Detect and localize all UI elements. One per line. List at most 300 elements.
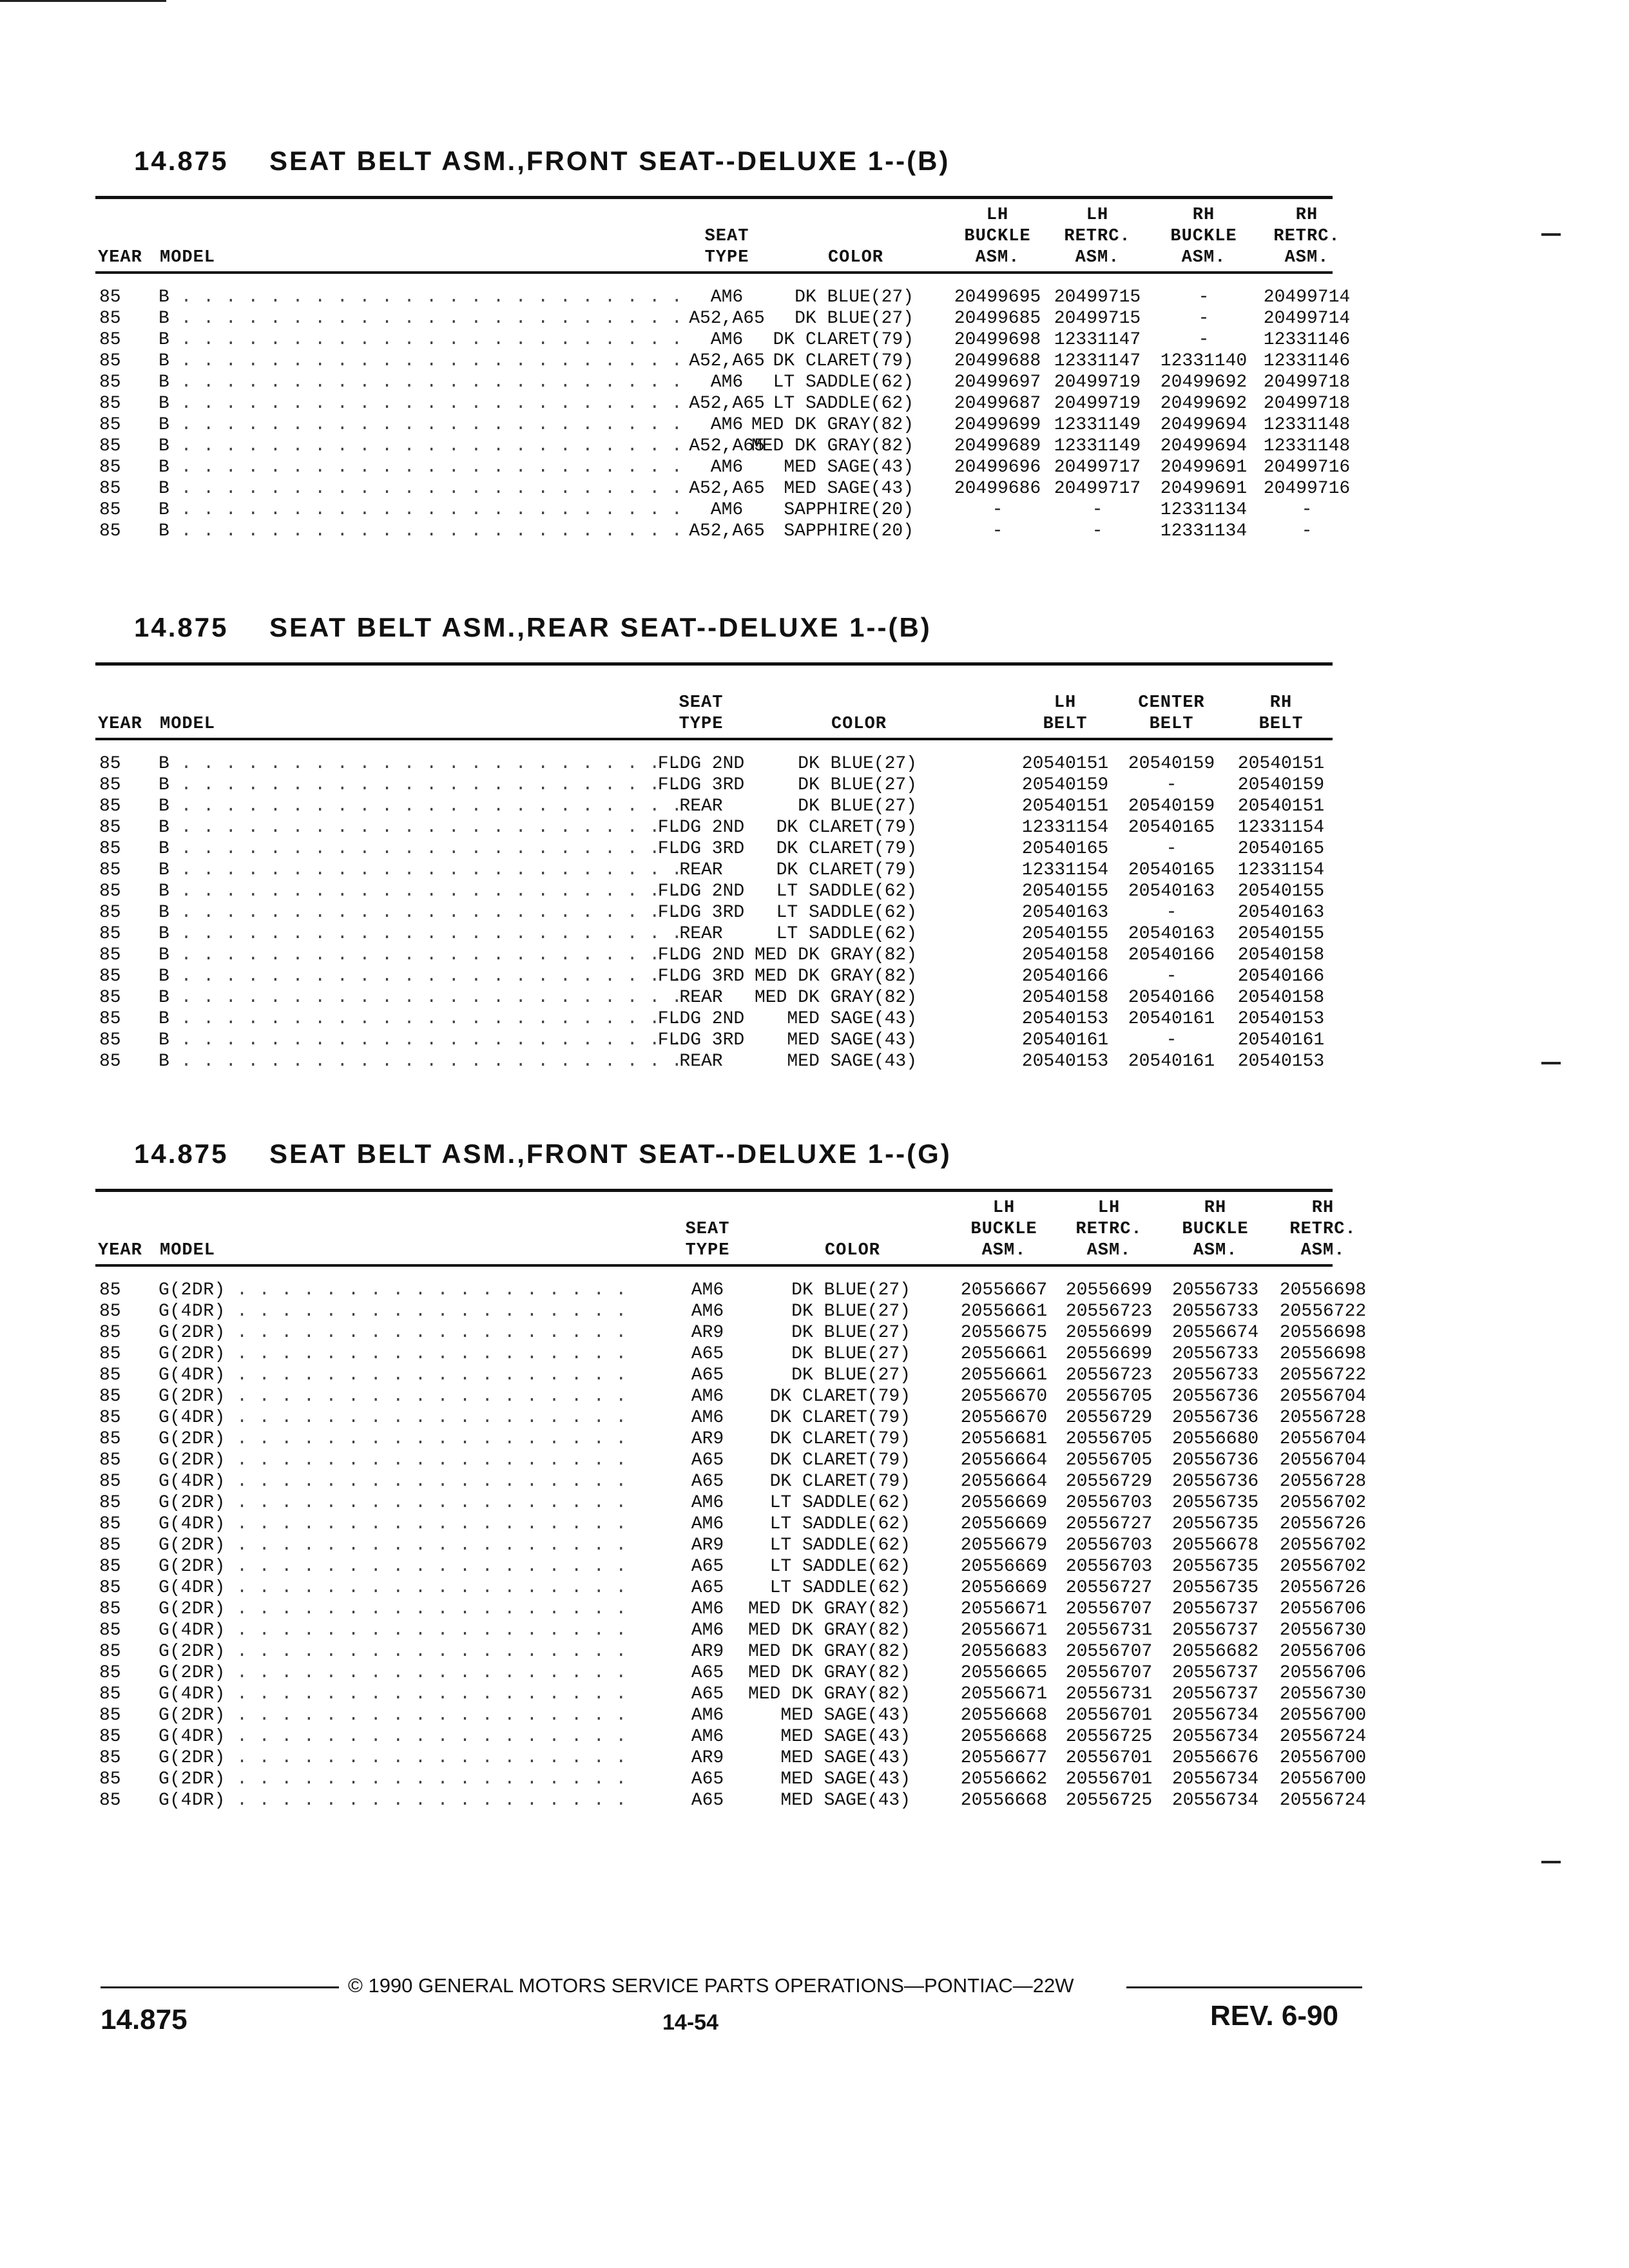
cell-model: B . . . . . . . . . . . . . . . . . . . . . . . [159, 818, 683, 838]
cell-part-number: 20556726 [1279, 1578, 1367, 1598]
cell-seat-type: AR9 [691, 1323, 724, 1343]
cell-model: G(4DR) . . . . . . . . . . . . . . . . . . [159, 1365, 627, 1385]
section-title [95, 610, 1333, 646]
cell-model: B . . . . . . . . . . . . . . . . . . . . . . . [159, 436, 683, 456]
cell-part-number: 20556669 [960, 1578, 1048, 1598]
cell-seat-type: A65 [691, 1450, 724, 1470]
cell-year: 85 [99, 796, 121, 816]
cell-color: DK CLARET(79) [773, 330, 914, 350]
cell-year: 85 [99, 903, 121, 923]
dot-leader: . . . . . . . . . . . . . . . . . . [225, 1472, 627, 1492]
dot-leader: . . . . . . . . . . . . . . . . . . [225, 1748, 627, 1768]
cell-model: B . . . . . . . . . . . . . . . . . . . . . . . [159, 775, 683, 795]
cell-part-number: 20499694 [1160, 415, 1248, 435]
header-color: COLOR [831, 715, 887, 734]
cell-part-number: - [1166, 1030, 1177, 1050]
cell-part-number: 20556728 [1279, 1408, 1367, 1428]
cell-part-number: 20556736 [1171, 1472, 1259, 1492]
cell-part-number: 12331140 [1160, 351, 1248, 371]
cell-color: LT SADDLE(62) [769, 1578, 911, 1598]
cell-part-number: 20556730 [1279, 1620, 1367, 1640]
cell-part-number: 20540155 [1237, 924, 1325, 944]
cell-part-number: 20556671 [960, 1684, 1048, 1704]
cell-model: G(4DR) . . . . . . . . . . . . . . . . . . [159, 1578, 627, 1598]
cell-color: LT SADDLE(62) [776, 924, 917, 944]
cell-part-number: 20540158 [1237, 945, 1325, 965]
table-header [95, 1192, 1356, 1264]
dot-leader: . . . . . . . . . . . . . . . . . . [225, 1769, 627, 1789]
cell-part-number: 20556701 [1065, 1769, 1153, 1789]
cell-model: B . . . . . . . . . . . . . . . . . . . . . . . [159, 287, 683, 307]
table-header [95, 199, 1340, 271]
cell-year: 85 [99, 1620, 121, 1640]
cell-part-number: 20499717 [1054, 479, 1141, 499]
cell-part-number: 20556702 [1279, 1557, 1367, 1577]
table-body [95, 287, 1351, 542]
cell-part-number: 20556683 [960, 1642, 1048, 1662]
cell-part-number: 20540151 [1237, 796, 1325, 816]
cell-part-number: 12331148 [1263, 436, 1351, 456]
cell-year: 85 [99, 1387, 121, 1407]
header-year: YEAR [98, 715, 142, 734]
cell-seat-type: AR9 [691, 1748, 724, 1768]
cell-year: 85 [99, 1302, 121, 1321]
cell-color: DK BLUE(27) [791, 1365, 911, 1385]
header-seat-type: SEAT TYPE [685, 1220, 730, 1260]
dot-leader: . . . . . . . . . . . . . . . . . . [225, 1387, 627, 1407]
cell-part-number: 12331146 [1263, 330, 1351, 350]
cell-year: 85 [99, 287, 121, 307]
cell-seat-type: AR9 [691, 1535, 724, 1555]
margin-tick [1541, 1861, 1561, 1863]
cell-year: 85 [99, 1684, 121, 1704]
cell-part-number: 20540159 [1021, 775, 1109, 795]
cell-seat-type: AR9 [691, 1642, 724, 1662]
cell-color: LT SADDLE(62) [773, 372, 914, 392]
cell-color: MED DK GRAY(82) [754, 966, 917, 986]
cell-color: DK BLUE(27) [795, 309, 914, 329]
dot-leader: . . . . . . . . . . . . . . . . . . . . . . . [169, 521, 683, 541]
cell-part-number: 20556737 [1171, 1620, 1259, 1640]
cell-part-number: 20499689 [954, 436, 1041, 456]
header-part-column: RH BELT [1258, 693, 1304, 734]
cell-part-number: 20556699 [1065, 1280, 1153, 1300]
cell-part-number: 20499685 [954, 309, 1041, 329]
cell-color: MED DK GRAY(82) [751, 415, 914, 435]
dot-leader: . . . . . . . . . . . . . . . . . . [225, 1344, 627, 1364]
cell-seat-type: A65 [691, 1769, 724, 1789]
cell-part-number: 20540153 [1021, 1052, 1109, 1072]
cell-model: B . . . . . . . . . . . . . . . . . . . . . . . [159, 1009, 683, 1029]
section-number: 14.875 [134, 146, 229, 176]
cell-part-number: 20556736 [1171, 1450, 1259, 1470]
dot-leader: . . . . . . . . . . . . . . . . . . . . . . . [169, 775, 683, 795]
cell-part-number: 20540155 [1021, 881, 1109, 901]
cell-model: G(2DR) . . . . . . . . . . . . . . . . . . [159, 1599, 627, 1619]
dot-leader: . . . . . . . . . . . . . . . . . . [225, 1578, 627, 1598]
cell-model: B . . . . . . . . . . . . . . . . . . . . . . . [159, 500, 683, 520]
cell-part-number: 20499695 [954, 287, 1041, 307]
footer-copyright: © 1990 GENERAL MOTORS SERVICE PARTS OPERATIONS—PONTIAC—22W [348, 1974, 1074, 1997]
cell-color: DK BLUE(27) [798, 754, 917, 774]
cell-part-number: 20556700 [1279, 1706, 1367, 1725]
cell-year: 85 [99, 1450, 121, 1470]
dot-leader: . . . . . . . . . . . . . . . . . . [225, 1514, 627, 1534]
cell-year: 85 [99, 988, 121, 1008]
cell-part-number: 20556667 [960, 1280, 1048, 1300]
header-rule-bottom [95, 1264, 1333, 1267]
cell-seat-type: FLDG 2ND [657, 818, 745, 838]
cell-part-number: 20556733 [1171, 1344, 1259, 1364]
table-row [95, 881, 1333, 902]
cell-seat-type: REAR [679, 860, 723, 880]
table-body [95, 753, 1333, 1072]
header-part-column: CENTER BELT [1138, 693, 1205, 734]
cell-part-number: 20499687 [954, 394, 1041, 414]
cell-part-number: 12331154 [1237, 818, 1325, 838]
cell-year: 85 [99, 457, 121, 477]
table-row [95, 1301, 1367, 1322]
cell-part-number: 20540163 [1128, 881, 1215, 901]
cell-color: LT SADDLE(62) [769, 1557, 911, 1577]
cell-seat-type: FLDG 3RD [657, 903, 745, 923]
dot-leader: . . . . . . . . . . . . . . . . . . [225, 1302, 627, 1321]
cell-part-number: 20556671 [960, 1620, 1048, 1640]
header-part-column: LH BUCKLE ASM. [970, 1198, 1037, 1260]
dot-leader: . . . . . . . . . . . . . . . . . . [225, 1493, 627, 1513]
section-heading: SEAT BELT ASM.,FRONT SEAT--DELUXE 1--(B) [269, 146, 950, 176]
dot-leader: . . . . . . . . . . . . . . . . . . . . . . . [169, 903, 683, 923]
cell-seat-type: FLDG 3RD [657, 839, 745, 859]
cell-part-number: 20556670 [960, 1408, 1048, 1428]
cell-model: B . . . . . . . . . . . . . . . . . . . . . . . [159, 351, 683, 371]
table-row [95, 351, 1351, 372]
cell-year: 85 [99, 1493, 121, 1513]
cell-part-number: 20556707 [1065, 1663, 1153, 1683]
cell-seat-type: AM6 [691, 1706, 724, 1725]
cell-part-number: 12331134 [1160, 500, 1248, 520]
header-part-column: RH RETRC. ASM. [1289, 1198, 1356, 1260]
cell-part-number: - [1198, 309, 1210, 329]
table-row [95, 774, 1333, 796]
table-body [95, 1280, 1367, 1811]
table-row [95, 1705, 1367, 1726]
cell-color: DK CLARET(79) [776, 860, 917, 880]
cell-seat-type: A52,A65 [689, 479, 765, 499]
cell-part-number: 20556662 [960, 1769, 1048, 1789]
table-row [95, 1620, 1367, 1641]
dot-leader: . . . . . . . . . . . . . . . . . . . . . . . [169, 351, 683, 371]
cell-part-number: 20556707 [1065, 1642, 1153, 1662]
cell-part-number: 20556704 [1279, 1387, 1367, 1407]
table-row [95, 308, 1351, 329]
cell-part-number: 20556722 [1279, 1302, 1367, 1321]
cell-model: G(4DR) . . . . . . . . . . . . . . . . . . [159, 1684, 627, 1704]
cell-color: MED SAGE(43) [784, 457, 914, 477]
dot-leader: . . . . . . . . . . . . . . . . . . [225, 1663, 627, 1683]
cell-year: 85 [99, 1514, 121, 1534]
dot-leader: . . . . . . . . . . . . . . . . . . [225, 1450, 627, 1470]
header-model: MODEL [160, 248, 216, 267]
cell-year: 85 [99, 309, 121, 329]
cell-year: 85 [99, 775, 121, 795]
cell-part-number: 20556699 [1065, 1344, 1153, 1364]
cell-part-number: 20540159 [1237, 775, 1325, 795]
table-row [95, 1769, 1367, 1790]
header-part-column: RH BUCKLE ASM. [1170, 206, 1237, 267]
dot-leader: . . . . . . . . . . . . . . . . . . [225, 1642, 627, 1662]
cell-color: MED SAGE(43) [780, 1769, 911, 1789]
dot-leader: . . . . . . . . . . . . . . . . . . . . . . . [169, 860, 683, 880]
cell-color: DK BLUE(27) [791, 1280, 911, 1300]
cell-part-number: - [1166, 775, 1177, 795]
cell-part-number: 20556734 [1171, 1706, 1259, 1725]
table-row [95, 478, 1351, 499]
cell-seat-type: AM6 [710, 500, 744, 520]
section-front-seat-b [95, 143, 1351, 542]
cell-color: MED SAGE(43) [780, 1748, 911, 1768]
cell-seat-type: A52,A65 [689, 521, 765, 541]
cell-part-number: 20540153 [1237, 1052, 1325, 1072]
cell-color: LT SADDLE(62) [769, 1493, 911, 1513]
top-edge-rule [0, 0, 166, 2]
cell-part-number: 20499698 [954, 330, 1041, 350]
section-rear-seat-b [95, 610, 1333, 1072]
cell-seat-type: A65 [691, 1578, 724, 1598]
cell-seat-type: A65 [691, 1365, 724, 1385]
cell-part-number: 20556661 [960, 1344, 1048, 1364]
cell-part-number: 20556665 [960, 1663, 1048, 1683]
cell-part-number: 20556681 [960, 1429, 1048, 1449]
cell-year: 85 [99, 1748, 121, 1768]
cell-part-number: 20540161 [1237, 1030, 1325, 1050]
cell-model: B . . . . . . . . . . . . . . . . . . . . . . . [159, 966, 683, 986]
dot-leader: . . . . . . . . . . . . . . . . . . . . . . . [169, 479, 683, 499]
dot-leader: . . . . . . . . . . . . . . . . . . . . . . . [169, 500, 683, 520]
cell-part-number: 20556705 [1065, 1450, 1153, 1470]
table-row [95, 1790, 1367, 1811]
header-model: MODEL [160, 715, 216, 734]
section-heading: SEAT BELT ASM.,FRONT SEAT--DELUXE 1--(G) [269, 1139, 952, 1169]
table-row [95, 1577, 1367, 1599]
cell-part-number: 20499688 [954, 351, 1041, 371]
cell-color: DK BLUE(27) [798, 775, 917, 795]
footer-revision: REV. 6-90 [1210, 2000, 1338, 2032]
cell-seat-type: FLDG 2ND [657, 945, 745, 965]
table-header [95, 666, 1333, 738]
table-row [95, 1747, 1367, 1769]
cell-part-number: 20540165 [1237, 839, 1325, 859]
cell-part-number: 20556736 [1171, 1408, 1259, 1428]
cell-part-number: 20556706 [1279, 1663, 1367, 1683]
cell-year: 85 [99, 1791, 121, 1811]
cell-part-number: 12331154 [1021, 860, 1109, 880]
cell-part-number: 20540155 [1237, 881, 1325, 901]
cell-part-number: 20556703 [1065, 1493, 1153, 1513]
cell-seat-type: FLDG 2ND [657, 1009, 745, 1029]
cell-part-number: 20499719 [1054, 372, 1141, 392]
cell-part-number: 20499714 [1263, 287, 1351, 307]
cell-year: 85 [99, 945, 121, 965]
header-rule-bottom [95, 738, 1333, 740]
cell-part-number: 20556682 [1171, 1642, 1259, 1662]
cell-part-number: 20499694 [1160, 436, 1248, 456]
header-part-column: LH BELT [1043, 693, 1088, 734]
section-title [95, 1136, 1333, 1172]
cell-part-number: 20556734 [1171, 1791, 1259, 1811]
table-row [95, 753, 1333, 774]
section-title [95, 143, 1333, 179]
cell-year: 85 [99, 754, 121, 774]
section-number: 14.875 [134, 612, 229, 642]
cell-part-number: 20556736 [1171, 1387, 1259, 1407]
cell-year: 85 [99, 372, 121, 392]
header-seat-type: SEAT TYPE [704, 227, 749, 267]
table-row [95, 945, 1333, 966]
cell-year: 85 [99, 966, 121, 986]
cell-color: MED SAGE(43) [780, 1727, 911, 1747]
cell-seat-type: AM6 [710, 415, 744, 435]
cell-part-number: 12331149 [1054, 436, 1141, 456]
cell-model: B . . . . . . . . . . . . . . . . . . . . . . . [159, 330, 683, 350]
cell-color: SAPPHIRE(20) [784, 500, 914, 520]
dot-leader: . . . . . . . . . . . . . . . . . . [225, 1706, 627, 1725]
cell-color: DK BLUE(27) [791, 1323, 911, 1343]
cell-year: 85 [99, 479, 121, 499]
cell-year: 85 [99, 1706, 121, 1725]
cell-part-number: 20556725 [1065, 1791, 1153, 1811]
dot-leader: . . . . . . . . . . . . . . . . . . . . . . . [169, 330, 683, 350]
cell-color: DK CLARET(79) [773, 351, 914, 371]
cell-part-number: 20540158 [1021, 988, 1109, 1008]
cell-part-number: 20556737 [1171, 1684, 1259, 1704]
cell-color: MED DK GRAY(82) [747, 1684, 911, 1704]
table-row [95, 1365, 1367, 1386]
dot-leader: . . . . . . . . . . . . . . . . . . [225, 1408, 627, 1428]
cell-model: G(4DR) . . . . . . . . . . . . . . . . . . [159, 1514, 627, 1534]
cell-model: B . . . . . . . . . . . . . . . . . . . . . . . [159, 796, 683, 816]
dot-leader: . . . . . . . . . . . . . . . . . . [225, 1535, 627, 1555]
table-row [95, 860, 1333, 881]
cell-part-number: 20556676 [1171, 1748, 1259, 1768]
cell-part-number: - [1092, 521, 1103, 541]
cell-part-number: - [1166, 903, 1177, 923]
table-row [95, 817, 1333, 838]
cell-seat-type: A65 [691, 1791, 724, 1811]
cell-color: MED DK GRAY(82) [747, 1663, 911, 1683]
dot-leader: . . . . . . . . . . . . . . . . . . . . . . . [169, 818, 683, 838]
cell-part-number: 20540159 [1128, 796, 1215, 816]
cell-year: 85 [99, 1663, 121, 1683]
dot-leader: . . . . . . . . . . . . . . . . . . . . . . . [169, 754, 683, 774]
cell-part-number: 20556734 [1171, 1769, 1259, 1789]
cell-part-number: 20556733 [1171, 1365, 1259, 1385]
cell-seat-type: AM6 [691, 1599, 724, 1619]
cell-part-number: - [1198, 287, 1210, 307]
dot-leader: . . . . . . . . . . . . . . . . . . [225, 1791, 627, 1811]
header-model: MODEL [160, 1241, 216, 1260]
cell-model: G(2DR) . . . . . . . . . . . . . . . . . . [159, 1706, 627, 1725]
dot-leader: . . . . . . . . . . . . . . . . . . . . . . . [169, 372, 683, 392]
cell-part-number: 20556674 [1171, 1323, 1259, 1343]
cell-part-number: 20556734 [1171, 1727, 1259, 1747]
cell-part-number: 20556701 [1065, 1706, 1153, 1725]
cell-part-number: 20540166 [1021, 966, 1109, 986]
cell-year: 85 [99, 1009, 121, 1029]
cell-color: LT SADDLE(62) [773, 394, 914, 414]
dot-leader: . . . . . . . . . . . . . . . . . . . . . . . [169, 1030, 683, 1050]
cell-seat-type: AM6 [710, 287, 744, 307]
cell-seat-type: A52,A65 [689, 436, 765, 456]
cell-part-number: 20540165 [1128, 818, 1215, 838]
cell-color: DK BLUE(27) [798, 796, 917, 816]
cell-part-number: 20499699 [954, 415, 1041, 435]
cell-part-number: 20540151 [1237, 754, 1325, 774]
table-row [95, 499, 1333, 521]
dot-leader: . . . . . . . . . . . . . . . . . . [225, 1429, 627, 1449]
cell-part-number: 20556729 [1065, 1408, 1153, 1428]
cell-year: 85 [99, 1365, 121, 1385]
cell-model: B . . . . . . . . . . . . . . . . . . . . . . . [159, 839, 683, 859]
cell-part-number: 20556724 [1279, 1727, 1367, 1747]
cell-part-number: 20540158 [1237, 988, 1325, 1008]
cell-part-number: 20540166 [1128, 945, 1215, 965]
cell-part-number: 20556723 [1065, 1365, 1153, 1385]
table-row [95, 1343, 1367, 1365]
cell-part-number: 20556702 [1279, 1535, 1367, 1555]
cell-year: 85 [99, 1769, 121, 1789]
margin-tick [1541, 233, 1561, 236]
header-part-column: RH RETRC. ASM. [1273, 206, 1340, 267]
cell-model: B . . . . . . . . . . . . . . . . . . . . . . . [159, 924, 683, 944]
dot-leader: . . . . . . . . . . . . . . . . . . . . . . . [169, 394, 683, 414]
table-row [95, 796, 1333, 817]
header-color: COLOR [824, 1241, 880, 1260]
table-row [95, 1492, 1367, 1514]
cell-part-number: 20556723 [1065, 1302, 1153, 1321]
cell-part-number: 20499686 [954, 479, 1041, 499]
cell-part-number: 12331154 [1021, 818, 1109, 838]
cell-color: LT SADDLE(62) [776, 881, 917, 901]
table-row [95, 1514, 1367, 1535]
cell-part-number: 20540151 [1021, 754, 1109, 774]
cell-year: 85 [99, 1472, 121, 1492]
cell-part-number: 20556725 [1065, 1727, 1153, 1747]
cell-year: 85 [99, 1052, 121, 1072]
cell-part-number: 20499718 [1263, 394, 1351, 414]
cell-year: 85 [99, 351, 121, 371]
table-row [95, 1641, 1367, 1662]
cell-part-number: 20556724 [1279, 1791, 1367, 1811]
cell-seat-type: AM6 [691, 1280, 724, 1300]
cell-part-number: 20556702 [1279, 1493, 1367, 1513]
header-part-column: LH RETRC. ASM. [1064, 206, 1131, 267]
cell-part-number: 20540151 [1021, 796, 1109, 816]
cell-part-number: 12331148 [1263, 415, 1351, 435]
cell-color: DK CLARET(79) [776, 839, 917, 859]
cell-part-number: 12331147 [1054, 351, 1141, 371]
cell-color: DK CLARET(79) [776, 818, 917, 838]
cell-part-number: 20540166 [1128, 988, 1215, 1008]
cell-seat-type: FLDG 2ND [657, 754, 745, 774]
cell-seat-type: FLDG 3RD [657, 1030, 745, 1050]
table-row [95, 966, 1333, 987]
cell-year: 85 [99, 330, 121, 350]
footer-rule-right [1126, 1986, 1362, 1988]
cell-model: B . . . . . . . . . . . . . . . . . . . . . . . [159, 1030, 683, 1050]
section-heading: SEAT BELT ASM.,REAR SEAT--DELUXE 1--(B) [269, 612, 932, 642]
table-row [95, 1599, 1367, 1620]
